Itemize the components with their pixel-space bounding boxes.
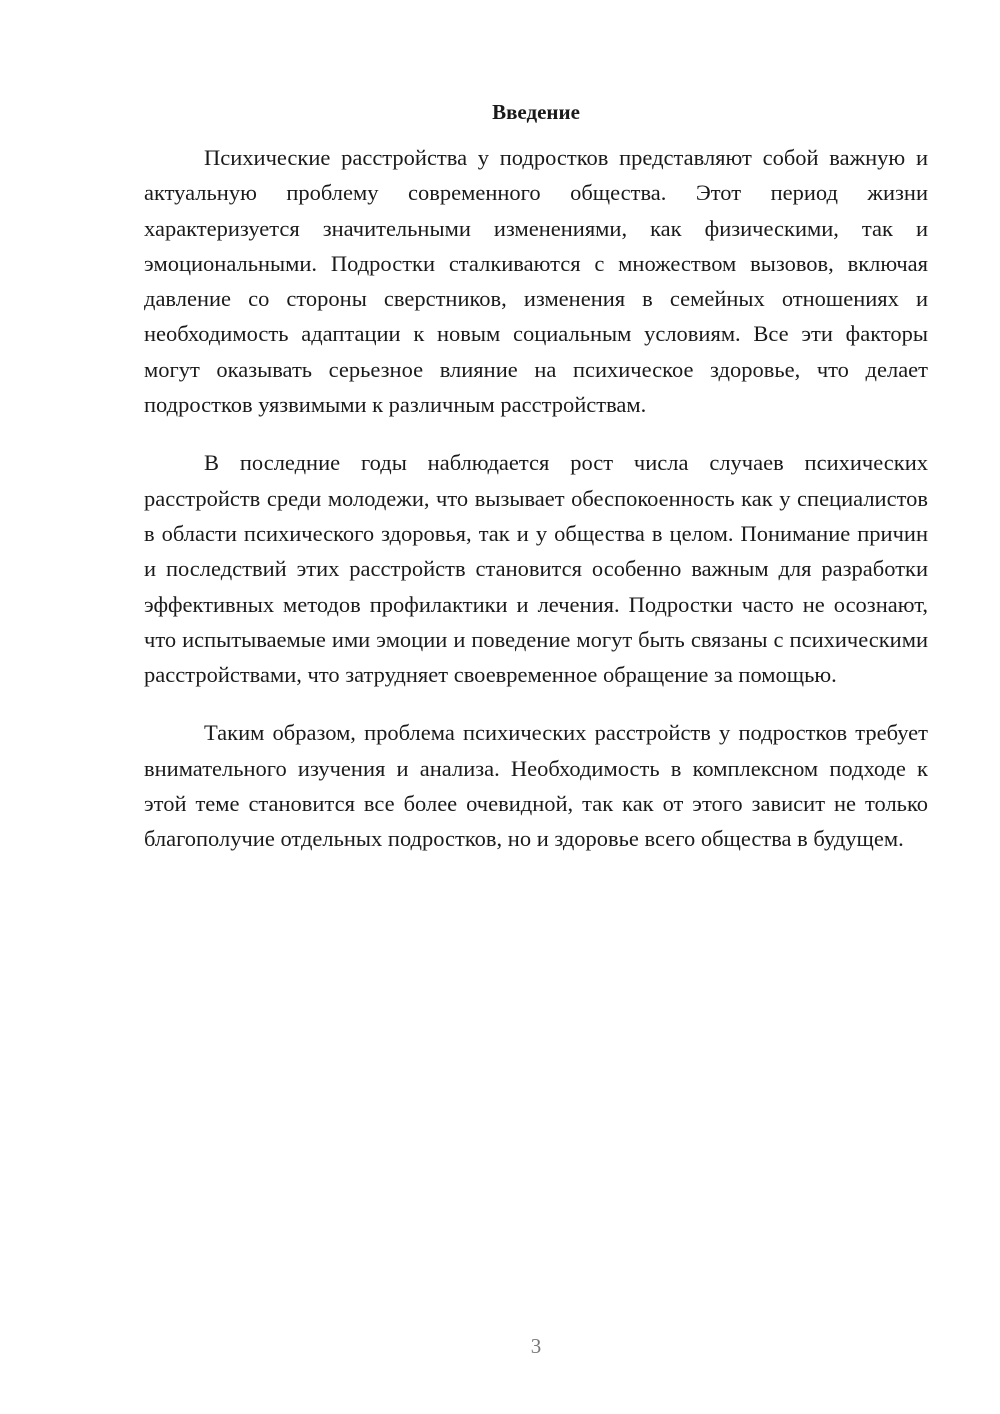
paragraph-1: Психические расстройства у подростков представляют собой важную и актуальную проблему современного общества. Этот период жизни характеризуется значительными изменениями, как физическими, так и эмоциональными. Подростки сталкиваются с множеством вызовов, включая давление со стороны сверстников, изменения в семейных отношениях и необходимость адаптации к новым социальным условиям. Все эти факторы могут оказывать серьезное влияние на психическое здоровье, что делает подростков уязвимыми к различным расстройствам. (144, 145, 928, 418)
paragraph-2: В последние годы наблюдается рост числа случаев психических расстройств среди молодежи, что вызывает обеспокоенность как у специалистов в области психического здоровья, так и у общества в целом. Понимание причин и последствий этих расстройств становится особенно важным для разработки эффективных методов профилактики и лечения. Подростки часто не осознают, что испытываемые ими эмоции и поведение могут быть связаны с психическими расстройствами, что затрудняет своевременное обращение за помощью. (144, 450, 928, 688)
paragraph-3: Таким образом, проблема психических расстройств у подростков требует внимательного изучения и анализа. Необходимость в комплексном подходе к этой теме становится все более очевидной, так как от этого зависит не только благополучие отдельных подростков, но и здоровье всего общества в будущем. (144, 720, 928, 852)
page-content (144, 96, 928, 857)
section-title: Введение (492, 100, 580, 124)
page-number: 3 (530, 1334, 542, 1358)
